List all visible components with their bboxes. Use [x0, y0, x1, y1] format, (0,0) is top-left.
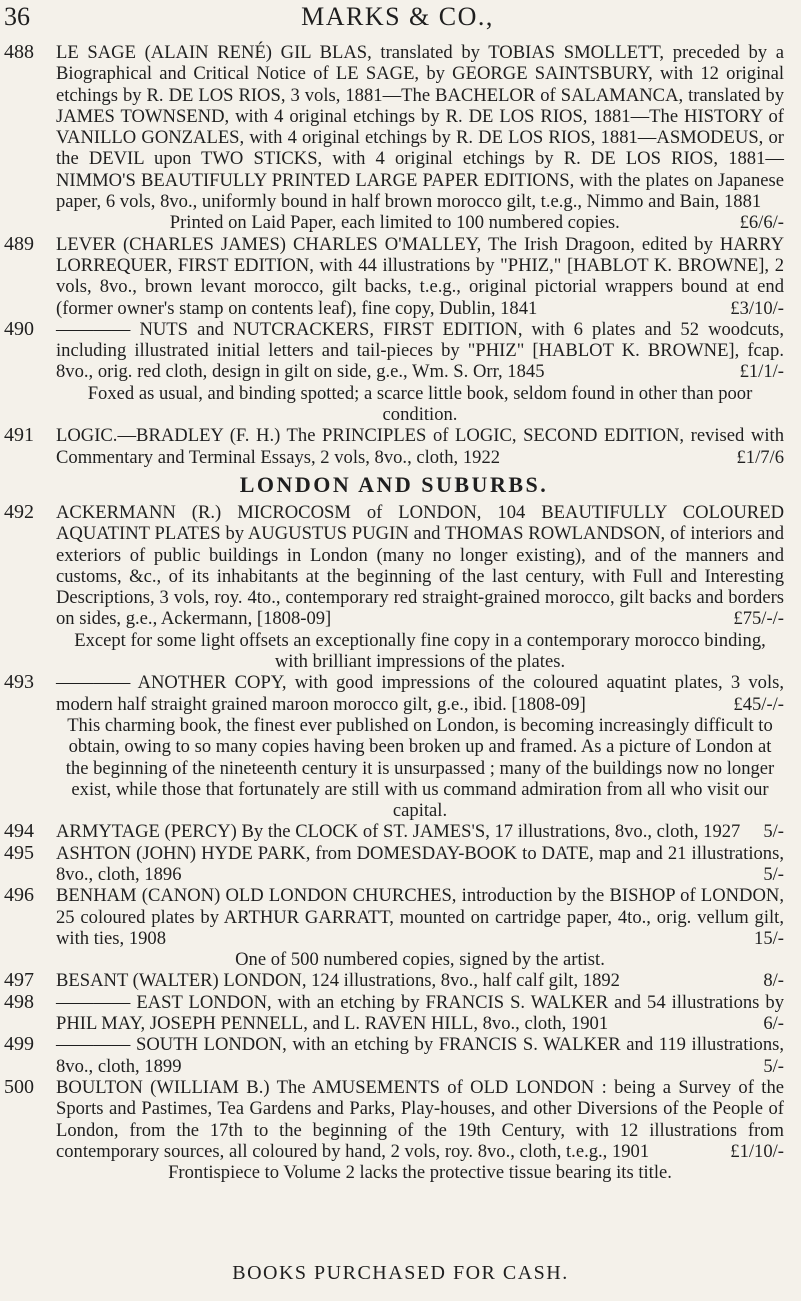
catalogue-entry	[4, 234, 784, 319]
entry-number: 496	[4, 884, 34, 907]
entry-text: ———— ANOTHER COPY, with good impressions of the coloured aquatint plates, 3 vols, modern half straight grained maroon morocco gilt, g.e., ibid. [1808-09]	[56, 672, 784, 715]
entry-text: ———— SOUTH LONDON, with an etching by FRANCIS S. WALKER and 119 illustrations, 8vo., cloth, 1899	[56, 1034, 784, 1077]
entry-price: 8/-	[763, 970, 784, 992]
entry-note: This charming book, the finest ever published on London, is becoming increasingly difficult to obtain, owing to so many copies having been broken up and framed. As a picture of London at the beginning of the nineteenth century it is unsurpassed ; many of the buildings now no longer exist, while those that fortunately are still with us command admiration from all who visit our capital.	[65, 714, 775, 822]
entry-number: 497	[4, 969, 34, 992]
footer-notice: BOOKS PURCHASED FOR CASH.	[232, 1262, 569, 1284]
entry-price: £45/-/-	[733, 693, 784, 715]
catalogue-entry	[4, 885, 784, 970]
entry-text: ———— EAST LONDON, with an etching by FRANCIS S. WALKER and 54 illustrations by PHIL MAY, JOSEPH PENNELL, and L. RAVEN HILL, 8vo., cloth, 1901	[56, 991, 784, 1035]
entry-price: £1/1/-	[739, 361, 784, 383]
entry-note: Except for some light offsets an exceptionally fine copy in a contemporary morocco binding, with brilliant impressions of the plates.	[74, 629, 766, 673]
entry-text: ARMYTAGE (PERCY) By the CLOCK of ST. JAMES'S, 17 illustrations, 8vo., cloth, 1927	[56, 821, 741, 843]
entry-note: One of 500 numbered copies, signed by the artist.	[235, 949, 605, 971]
entry-number: 492	[4, 500, 34, 523]
page-header	[4, 2, 791, 42]
entry-price: £3/10/-	[730, 297, 784, 319]
entry-number: 493	[4, 671, 34, 694]
entry-price: 5/-	[763, 1055, 784, 1077]
entry-description	[56, 1077, 784, 1162]
catalogue-entry	[4, 992, 784, 1035]
catalogue-entry	[4, 42, 784, 234]
entry-description	[56, 821, 784, 842]
entry-number: 490	[4, 317, 34, 340]
catalogue-entry	[4, 425, 784, 468]
entry-number: 491	[4, 424, 34, 447]
entry-price: £6/6/-	[739, 212, 784, 234]
catalogue-entry	[4, 1034, 784, 1077]
entry-text: ASHTON (JOHN) HYDE PARK, from DOMESDAY-BOOK to DATE, map and 21 illustrations, 8vo., cloth, 1896	[56, 842, 784, 885]
catalogue-entry	[4, 821, 784, 842]
entry-note: Printed on Laid Paper, each limited to 100 numbered copies.	[169, 212, 620, 234]
entry-price: 6/-	[763, 1013, 784, 1035]
entry-number: 498	[4, 990, 34, 1013]
entry-price: £1/10/-	[730, 1140, 784, 1162]
page-number: 36	[4, 2, 30, 31]
entry-number: 495	[4, 841, 34, 864]
entry-number: 494	[4, 820, 34, 843]
entry-description	[56, 992, 784, 1035]
entry-number: 500	[4, 1075, 34, 1098]
catalogue-entry	[4, 672, 784, 821]
entry-description	[56, 1034, 784, 1077]
entry-description	[56, 425, 784, 468]
entry-description	[56, 672, 784, 715]
entry-price: 5/-	[763, 863, 784, 885]
entries-list-b	[4, 502, 784, 1184]
entry-note: Frontispiece to Volume 2 lacks the protective tissue bearing its title.	[168, 1162, 672, 1184]
entry-number: 488	[4, 41, 34, 63]
entry-price: £75/-/-	[733, 608, 784, 630]
entry-description	[56, 234, 784, 319]
catalogue-entry	[4, 843, 784, 886]
running-head: MARKS & CO.,	[301, 2, 494, 31]
catalogue-entry	[4, 970, 784, 991]
entry-text: BESANT (WALTER) LONDON, 124 illustrations, 8vo., half calf gilt, 1892	[56, 970, 620, 992]
entries-list-a	[4, 42, 784, 468]
entry-number: 489	[4, 232, 34, 255]
catalogue-entry	[4, 319, 784, 425]
entry-description	[56, 843, 784, 886]
entry-number: 499	[4, 1033, 34, 1056]
entry-price: 15/-	[754, 927, 784, 949]
entry-note: Foxed as usual, and binding spotted; a scarce little book, seldom found in other than poor condition.	[87, 382, 753, 426]
entry-text: LE SAGE (ALAIN RENÉ) GIL BLAS, translated by TOBIAS SMOLLETT, preceded by a Biographical and Critical Notice of LE SAGE, by GEORGE SAINTSBURY, with 12 original etchings by R. DE LOS RIOS, 3 vols, 1881—The BACHELOR of SALAMANCA, translated by JAMES TOWNSEND, with 4 original etchings by R. DE LOS RIOS, 1881—The HISTORY of VANILLO GONZALES, with 4 original etchings by R. DE LOS RIOS, 1881—ASMODEUS, or the DEVIL upon TWO STICKS, with 4 original etchings by R. DE LOS RIOS, 1881—NIMMO'S BEAUTIFULLY PRINTED LARGE PAPER EDITIONS, with the plates on Japanese paper, 6 vols, 8vo., uniformly bound in half brown morocco gilt, t.e.g., Nimmo and Bain, 1881	[56, 42, 784, 213]
entry-text: BOULTON (WILLIAM B.) The AMUSEMENTS of OLD LONDON : being a Survey of the Sports and Pastimes, Tea Gardens and Parks, Play-houses, and other Diversions of the People of London, from the 17th to the beginning of the 19th Century, with 12 illustrations from contemporary sources, all coloured by hand, 2 vols, roy. 8vo., cloth, t.e.g., 1901	[56, 1076, 784, 1162]
entry-text: ACKERMANN (R.) MICROCOSM of LONDON, 104 BEAUTIFULLY COLOURED AQUATINT PLATES by AUGUSTUS PUGIN and THOMAS ROWLANDSON, of interiors and exteriors of public buildings in London (many no longer existing), and of the manners and customs, &c., of its inhabitants at the beginning of the last century, with Full and Interesting Descriptions, 3 vols, roy. 4to., contemporary red straight-grained morocco, gilt backs and borders on sides, g.e., Ackermann, [1808-09]	[56, 501, 784, 630]
entry-description	[56, 502, 784, 630]
entry-price: 5/-	[763, 821, 784, 843]
catalogue-entry	[4, 1077, 784, 1183]
section-heading: LONDON AND SUBURBS.	[239, 471, 549, 497]
entry-text: ———— NUTS and NUTCRACKERS, FIRST EDITION, with 6 plates and 52 woodcuts, including illustrated initial letters and tail-pieces by "PHIZ" [HABLOT K. BROWNE], fcap. 8vo., orig. red cloth, design in gilt on side, g.e., Wm. S. Orr, 1845	[56, 318, 784, 383]
entry-text: LEVER (CHARLES JAMES) CHARLES O'MALLEY, The Irish Dragoon, edited by HARRY LORREQUER, FIRST EDITION, with 44 illustrations by "PHIZ," [HABLOT K. BROWNE], 2 vols, 8vo., brown levant morocco, gilt backs, t.e.g., original pictorial wrappers bound at end (former owner's stamp on contents leaf), fine copy, Dublin, 1841	[56, 233, 784, 319]
entry-text: BENHAM (CANON) OLD LONDON CHURCHES, introduction by the BISHOP of LONDON, 25 coloured plates by ARTHUR GARRATT, mounted on cartridge paper, 4to., orig. vellum gilt, with ties, 1908	[56, 885, 784, 949]
entry-description	[56, 319, 784, 383]
entry-description	[56, 970, 784, 991]
entry-price: £1/7/6	[736, 446, 784, 468]
catalogue-body	[4, 42, 784, 1183]
entry-text: LOGIC.—BRADLEY (F. H.) The PRINCIPLES of LOGIC, SECOND EDITION, revised with Commentary and Terminal Essays, 2 vols, 8vo., cloth, 1922	[56, 425, 784, 468]
entry-description	[56, 885, 784, 949]
catalogue-entry	[4, 502, 784, 672]
